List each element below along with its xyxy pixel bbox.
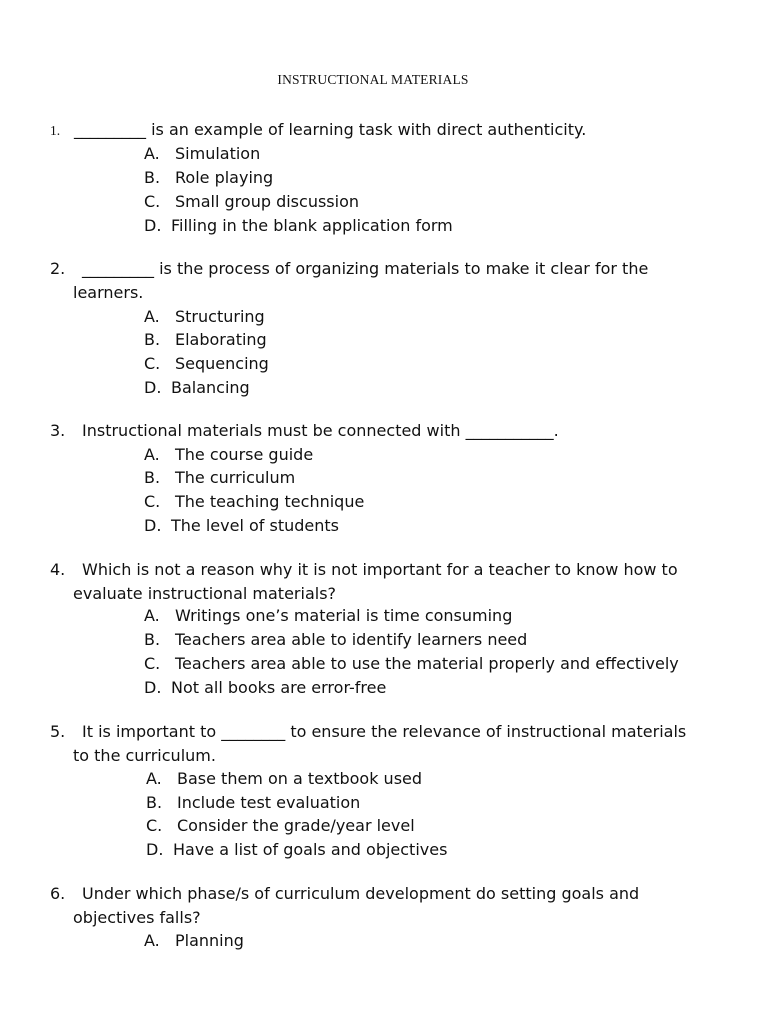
option-text: Balancing: [171, 378, 250, 397]
question-text-continued: evaluate instructional materials?: [73, 584, 337, 603]
question-number: 5.: [50, 722, 66, 741]
option-letter: C.: [144, 654, 161, 673]
option-letter: A.: [144, 144, 160, 163]
option-d: [146, 838, 447, 862]
option-text: Consider the grade/year level: [177, 816, 415, 835]
option-text: Teachers area able to use the material properly and effectively: [175, 654, 679, 673]
option-letter: D.: [144, 216, 162, 235]
option-a: [144, 443, 313, 467]
option-a: [144, 305, 265, 329]
option-b: [146, 791, 360, 815]
option-letter: B.: [144, 468, 161, 487]
option-text: Simulation: [175, 144, 261, 163]
option-text: The course guide: [175, 445, 314, 464]
option-letter: C.: [144, 492, 161, 511]
option-text: Sequencing: [175, 354, 269, 373]
option-text: Writings one’s material is time consuming: [175, 606, 513, 625]
option-text: The level of students: [171, 516, 339, 535]
option-a: [144, 142, 260, 166]
option-text: Structuring: [175, 307, 265, 326]
option-letter: C.: [144, 354, 161, 373]
option-letter: A.: [144, 931, 160, 950]
option-letter: D.: [146, 840, 164, 859]
question-text-continued: to the curriculum.: [73, 746, 216, 765]
option-letter: D.: [144, 378, 162, 397]
question-text: It is important to ________ to ensure the relevance of instructional materials: [82, 722, 687, 741]
option-letter: C.: [144, 192, 161, 211]
option-d: [144, 676, 386, 700]
option-letter: C.: [146, 816, 163, 835]
option-b: [144, 466, 295, 490]
option-letter: A.: [146, 769, 162, 788]
option-letter: B.: [146, 793, 163, 812]
option-letter: B.: [144, 168, 161, 187]
option-letter: B.: [144, 330, 161, 349]
question-text-continued: learners.: [73, 283, 144, 302]
question-number: 3.: [50, 421, 66, 440]
option-b: [144, 166, 273, 190]
option-letter: D.: [144, 678, 162, 697]
option-c: [144, 352, 269, 376]
option-letter: D.: [144, 516, 162, 535]
option-c: [146, 814, 415, 838]
question-text: Instructional materials must be connected with ___________.: [82, 421, 559, 440]
option-a: [144, 929, 244, 953]
option-text: Base them on a textbook used: [177, 769, 423, 788]
option-d: [144, 376, 250, 400]
question-text: _________ is the process of organizing materials to make it clear for the: [82, 259, 649, 278]
option-c: [144, 652, 679, 676]
option-text: Have a list of goals and objectives: [173, 840, 448, 859]
document-title: INSTRUCTIONAL MATERIALS: [277, 72, 469, 87]
question-number: 6.: [50, 884, 66, 903]
option-letter: A.: [144, 606, 160, 625]
question-text: Under which phase/s of curriculum development do setting goals and: [82, 884, 640, 903]
option-text: Teachers area able to identify learners need: [175, 630, 528, 649]
option-text: The curriculum: [175, 468, 296, 487]
option-a: [144, 604, 512, 628]
option-b: [144, 328, 267, 352]
option-d: [144, 514, 339, 538]
option-letter: A.: [144, 307, 160, 326]
option-text: Not all books are error-free: [171, 678, 387, 697]
option-c: [144, 190, 359, 214]
question-text: Which is not a reason why it is not important for a teacher to know how to: [82, 560, 678, 579]
option-d: [144, 214, 453, 238]
question-text-continued: objectives falls?: [73, 908, 201, 927]
option-text: Role playing: [175, 168, 274, 187]
question-number: 1.: [50, 123, 61, 138]
option-text: Filling in the blank application form: [171, 216, 453, 235]
question-text: _________ is an example of learning task with direct authenticity.: [74, 120, 587, 139]
option-text: The teaching technique: [175, 492, 365, 511]
option-letter: A.: [144, 445, 160, 464]
question-number: 2.: [50, 259, 66, 278]
option-b: [144, 628, 527, 652]
option-a: [146, 767, 422, 791]
option-text: Small group discussion: [175, 192, 359, 211]
option-text: Elaborating: [175, 330, 267, 349]
option-text: Planning: [175, 931, 244, 950]
question-number: 4.: [50, 560, 66, 579]
option-text: Include test evaluation: [177, 793, 361, 812]
option-c: [144, 490, 364, 514]
option-letter: B.: [144, 630, 161, 649]
